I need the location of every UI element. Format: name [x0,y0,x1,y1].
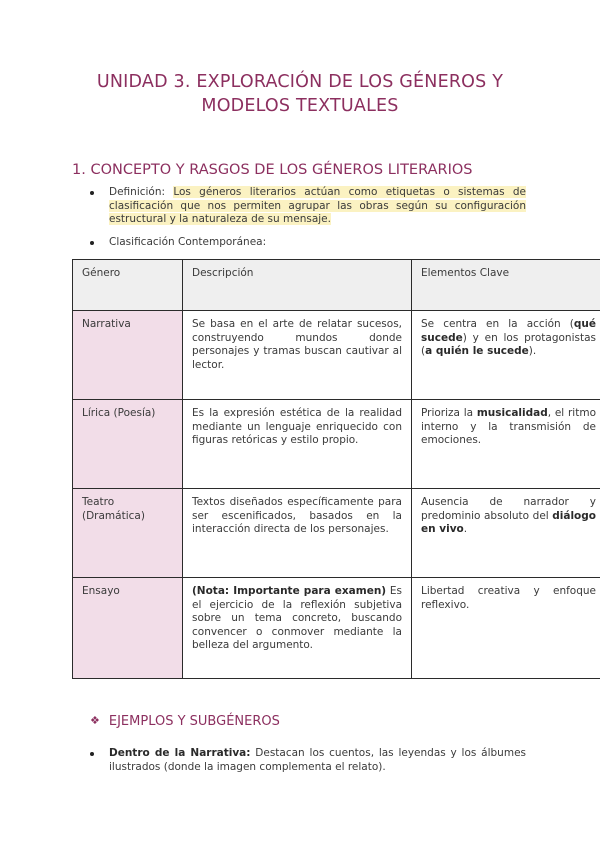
section-1-heading: 1. CONCEPTO Y RASGOS DE LOS GÉNEROS LITERARIOS [72,162,473,178]
genres-table [72,259,600,679]
key-bold-text: diálogo en vivo [421,509,596,535]
key-text: Prioriza la [421,407,477,419]
key-text: Se centra en la acción ( [421,318,574,330]
genre-cell: Ensayo [73,578,183,679]
key-bold-text: qué sucede [421,318,596,344]
examples-body: Destacan los cuentos, las leyendas y los álbumes ilustrados (donde la imagen complementa el relato). [109,747,526,773]
genre-cell: Teatro (Dramática) [73,489,183,578]
diamond-icon: ❖ [90,714,100,727]
key-elements-cell: Libertad creativa y enfoque reflexivo. [412,578,600,679]
description-cell [183,578,412,679]
examples-text [109,747,526,774]
page-title [60,70,540,118]
table-row [73,489,600,578]
key-elements-cell [412,400,600,489]
header-key-elements: Elementos Clave [412,260,600,311]
definition-label: Definición: [109,186,166,198]
section-2-heading [90,714,280,729]
genre-cell: Narrativa [73,311,183,400]
section-2-heading-text: EJEMPLOS Y SUBGÉNEROS [108,714,280,729]
key-text: Ausencia de narrador y predominio absoluto del [421,496,596,522]
examples-label: Dentro de la Narrativa: [109,747,251,759]
key-elements-cell [412,489,600,578]
table-row [73,400,600,489]
key-text: , el ritmo interno y la transmisión de emociones. [421,407,596,446]
header-description: Descripción [183,260,412,311]
description-cell: Es la expresión estética de la realidad mediante un lenguaje enriquecido con figuras retóricas y estilo propio. [183,400,412,489]
description-text: Es el ejercicio de la reflexión subjetiva sobre un tema concreto, buscando convencer o conmover mediante la belleza del argumento. [192,585,402,651]
classification-label: Clasificación Contemporánea: [109,236,267,248]
key-text: ). [528,345,537,357]
key-text: ) y en los protagonistas ( [421,331,596,357]
key-text: . [463,523,468,535]
definition-text [109,186,526,227]
description-cell: Textos diseñados específicamente para ser escenificados, basados en la interacción directa de los personajes. [183,489,412,578]
key-elements-cell [412,311,600,400]
key-bold-text: musicalidad [476,407,548,419]
header-genre: Género [73,260,183,311]
definition-highlighted-text: Los géneros literarios actúan como etiquetas o sistemas de clasificación que nos permiten agrupar las obras según su configuración estructural y la naturaleza de su mensaje. [109,186,527,225]
table-header-row [73,260,600,311]
bullet-dot-icon [90,241,94,245]
table-row [73,311,600,400]
key-bold-text: a quién le sucede [425,345,529,357]
bullet-dot-icon [90,191,94,195]
table-row [73,578,600,679]
genre-cell: Lírica (Poesía) [73,400,183,489]
title-line-1: UNIDAD 3. EXPLORACIÓN DE LOS GÉNEROS Y [96,72,504,92]
exam-note: (Nota: Importante para examen) [192,585,387,597]
bullet-dot-icon [90,752,94,756]
description-cell: Se basa en el arte de relatar sucesos, construyendo mundos donde personajes y tramas buscan cautivar al lector. [183,311,412,400]
title-line-2: MODELOS TEXTUALES [201,96,399,116]
